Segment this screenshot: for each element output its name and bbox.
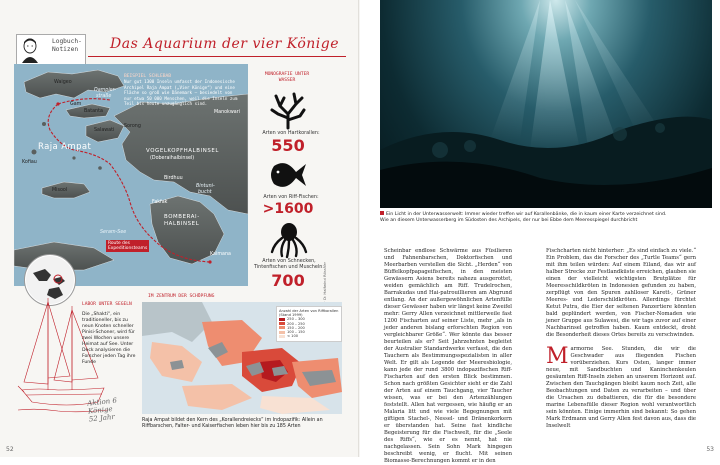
map-label-waigeo: Waigeo — [54, 80, 72, 85]
right-page — [360, 0, 720, 465]
map-label-sea-2: straße — [96, 94, 112, 99]
logbook-label-line2: Notizen — [52, 46, 79, 53]
handwritten-title: Das Aquarium der vier Könige — [110, 36, 340, 52]
legend-title: Anzahl der Arten von Riffkorallen (Stand 1999) — [279, 309, 339, 318]
stat-value: >1600 — [262, 201, 314, 217]
map-note-line: Teil bis heute unzugänglich sind. — [124, 101, 208, 107]
legend-item — [279, 334, 339, 338]
map-note-line: Archipel Raja Ampat („Vier Könige“) und eine — [124, 84, 235, 90]
map-label-fakfak: Fakfak — [152, 200, 168, 205]
map-note-head: BEISPIEL SCHLEBAB — [124, 74, 172, 79]
column-text: Scheinbar endlose Schwärme aus Füsilieren und Fahnenbarschen, Doktorfischen und Meerbarben verstellen die Sicht. „Herden“ von Büffelkopfpapageifischen, in den meisten Gewässern Asiens bereits nahezu ausgerottet, weiden gemächlich am Riff. Trudelrochen, Barrakudas und Hai-patrouillieren am Abgrund entlang. An der außergewöhnlichen Artenfülle dieser Gewässer haben wir längst keine Zweifel mehr: Gerry Allen verzeichnet mittlerweile fast 1200 Fischarten auf seiner Liste, mehr „als in jeder anderen bislang erforschten Region von vergleichbarer Größe“. Wer könnte das besser beurteilen als er? Seit Jahrzehnten begleitet der Australier Standardwerke verfasst, die den Tauchern als Bestimmungsspezialisten in aller Welt. Er gilt als Legende der Meeresbiologie, kann jede der rund 3800 indopazifischen Riff-Fischarten auf den ersten Blick bestimmen. Schon nach größten Gesichter sieht er die Zahl der Arten auf einem Tauchgang, vier Taucher wissen, was er bei den Artenzählungen feststellt. Allen hat vergessen, wie häufig er an Malaria litt und wie viele Begegnungen mit giftigen Stachel-, Nessel- und Dränenkorkern er überstanden hat. Seine fast kindliche Begeisterung für die Fischwelt, für die „Seele des Riffs“, wie er es nennt, hat nie nachgelassen. Sein Sohn Mark hingegen beschreibt wenig, er flucht. Mit seinen Biomasse-Berechnungen kommt er in den — [384, 248, 512, 465]
map-label-sea-4: Bintuni- — [196, 184, 215, 189]
map-note-line: Fläche so groß wie Dänemark – besiedelt von — [124, 90, 233, 96]
heatmap-legend — [276, 306, 342, 342]
map-label-sea-3: Seram-See — [100, 230, 127, 235]
stats-header-line2: WASSER — [278, 78, 296, 83]
title-underline — [88, 56, 346, 57]
stats-header-line1: MONOGRAFIE UNTER — [264, 72, 310, 77]
map-label-batanta: Batanta — [84, 109, 103, 114]
route-legend-tag — [106, 240, 149, 252]
signature-line3: 52 Jahr — [88, 412, 116, 424]
column-text: Fischcharten nicht hinterher: „Es sind einfach zu viele.“ Ein Problem, das die Forscher des „Turtle Teams“ gern mit ihm teilen würden: Auf einem Eiland, das wir auf halber Strecke zur Festlandküste erreichen, glauben sie einen der vielleicht wichtigsten Brutplätze für Meeresschildkröten in Indonesien gefunden zu haben, zerpflügt von den Spuren zahlloser Karett-, Grüner Meeres- und Lederschildkröten. Allerdings fürchtet Ketut Putra, die Eier der seltenen Panzertiere könnten bald geplündert werden, von Fischer-Nomaden wie jener Gruppe aus Sulawesi, die wir tags zuvor auf einer Nachbarinsel getroffen haben. Kaum entdeckt, droht die Besonderheit dieses Ortes bereits zu verschwinden. — [546, 248, 696, 339]
portrait-icon — [20, 37, 40, 63]
fish-icon — [268, 160, 308, 190]
legend-label: 100 – 150 — [287, 330, 305, 335]
photo-caption-line2: Wie an diesem Unterwasserberg im Südosten des Archipels, der nur bei Ebbe dem Meeresspiegel durchbricht — [380, 218, 638, 223]
stat-value: 550 — [271, 136, 305, 155]
map-note-line: Nur gut 1300 Inseln umfasst der Indonesische — [124, 79, 235, 85]
legend-swatch — [279, 326, 285, 329]
heatmap-header: IM ZENTRUM DER SCHÖPFUNG — [148, 294, 215, 299]
legend-swatch — [279, 322, 285, 325]
column-paragraph — [546, 346, 696, 430]
article-column-2 — [546, 248, 696, 430]
map-label-vogelkopf: VOGELKOPFHALBINSEL — [146, 148, 219, 154]
map-label-lake: Birdhuu — [164, 176, 183, 181]
legend-swatch — [279, 318, 285, 321]
route-legend-line2: Expeditionsteams — [108, 246, 148, 251]
map-label-sorong: Sorong — [124, 124, 141, 129]
route-legend-line1: Route des — [108, 241, 130, 246]
map-label-gam: Gam — [70, 102, 82, 107]
octopus-icon — [270, 222, 308, 258]
map-label-kaimana: Kaimana — [210, 252, 231, 257]
ship-note-text: Die „Shakti“, ein traditioneller, bis zu neun Knoten schneller Pinisi-Schoner, wird für zwei Wochen unsere Heimat auf See. Unter Deck analysieren die Forscher jeden Tag ihre Funde — [82, 312, 136, 365]
photo-scene — [380, 0, 712, 208]
underwater-photo — [380, 0, 712, 208]
article-column-1 — [384, 248, 512, 465]
legend-label: 250 – 300 — [287, 317, 305, 322]
map-label-bomberai-2: HALBINSEL — [164, 221, 200, 227]
map-label-raja-ampat: Raja Ampat — [38, 142, 92, 152]
coral-heatmap — [142, 302, 342, 414]
caption-marker — [380, 211, 384, 215]
logbook-label-line1: Logbuch- — [52, 38, 82, 45]
map-label-kofiau: Kofiau — [22, 160, 37, 165]
archipelago-map — [14, 64, 248, 286]
map-label-manokwari: Manokwari — [214, 110, 240, 115]
stat-label: Arten von Schnecken, Tintenfischen und Muscheln: — [253, 258, 325, 270]
legend-label: 200 – 250 — [287, 321, 305, 326]
stats-header — [256, 72, 318, 84]
legend-items — [279, 317, 339, 338]
signature-line1: Aktion 6 — [86, 396, 118, 408]
legend-label: 150 – 200 — [287, 325, 305, 330]
left-page — [0, 0, 360, 457]
logbook-label — [52, 38, 82, 54]
coral-icon — [270, 92, 306, 128]
ship-note-header: LABOR UNTER SEGELN — [82, 302, 132, 307]
legend-swatch — [279, 335, 285, 338]
map-label-salawati: Salawati — [94, 128, 115, 133]
column-text: armorne See. Stunden, die wir die Geschwader aus fliegenden Fischen vorüberziehen. Kurs Osten, langer immer neue, mit Sandbuchten und Kaninchenkeulen gesäumten Riff-Inseln ziehen an unserem Horizont auf. Zwischen den Tauchgängen bleibt kaum noch Zeit, alle Beobachtungen und Daten zu verarbeiten – und über die Ursachen zu debattieren, die für die besondere marine Lebensfülle dieser Region wohl verantwortlich sein könnten. Einige immerhin sind bekannt: So gehen Mark Erdmann und Gerry Allen fest davon aus, dass die Inselwelt — [546, 346, 696, 430]
page-number-right: 53 — [706, 446, 714, 453]
stat-label: Arten von Hartkorallen: — [262, 130, 320, 136]
map-label-sea-5: bucht — [198, 190, 212, 195]
map-label-sea-1: Dampier- — [94, 88, 117, 93]
photo-caption-line1: Ein Licht in der Unterwasserwelt: Immer wieder treffen wir auf Korallenbänke, die in kaum einer Karte verzeichnet sind. — [386, 212, 667, 217]
stat-label: Arten von Riff-Fischen: — [263, 194, 319, 200]
page-number-left: 52 — [6, 446, 14, 453]
legend-label: < 100 — [287, 334, 299, 339]
map-label-misool: Misool — [52, 188, 68, 193]
signature-line2: Könige — [87, 405, 114, 416]
map-label-vogelkopf-sub: (Doberaihalbinsel) — [150, 156, 195, 161]
stat-value: 700 — [271, 271, 305, 290]
map-note-line: nur etwa 50 000 Menschen, weil die Inseln zum — [124, 95, 238, 101]
handwritten-signature — [87, 397, 119, 424]
photo-caption — [380, 211, 715, 224]
legend-swatch — [279, 331, 285, 334]
dropcap: M — [546, 344, 569, 370]
map-label-bomberai: BOMBERAI- — [164, 214, 200, 220]
heatmap-caption: Raja Ampat bildet den Kern des „Korallendreiecks“ im Indopazifik: Allein an Riffbarschen, Falter- und Kaiserfischen leben hier bis zu 185 Arten — [142, 418, 323, 429]
map-note — [124, 74, 242, 106]
